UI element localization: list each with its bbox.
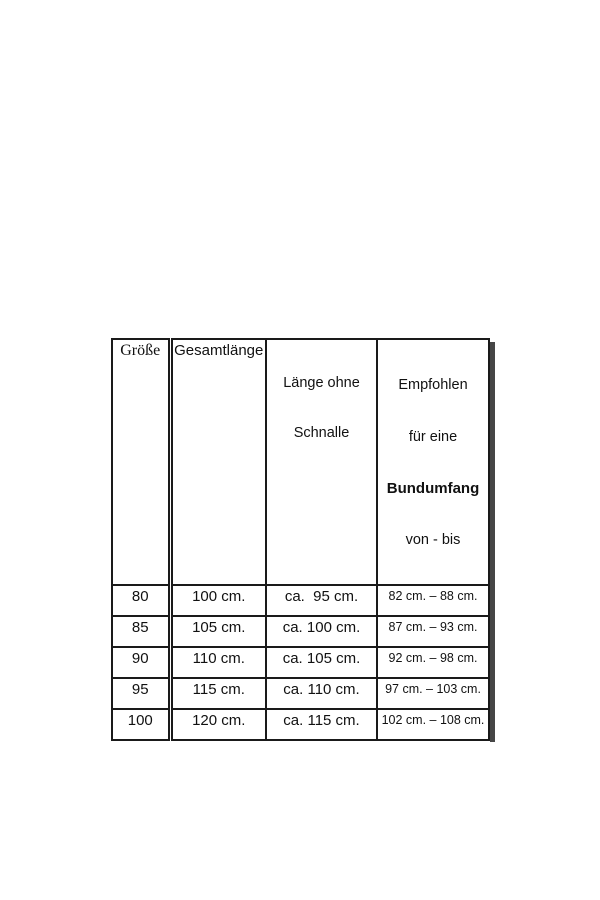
table-row-size-95 <box>112 678 489 709</box>
size-table <box>111 338 490 741</box>
header-total-length: Gesamtlänge <box>170 339 266 585</box>
header-length-without-buckle-line2: Schnalle <box>293 424 350 441</box>
total-length-cell: 100 cm. <box>170 585 266 616</box>
length-without-buckle-cell: ca. 100 cm. <box>266 616 377 647</box>
length-without-buckle-cell: ca. 95 cm. <box>266 585 377 616</box>
total-length-cell: 120 cm. <box>170 709 266 740</box>
header-length-without-buckle-line1: Länge ohne <box>283 375 360 391</box>
waist-range-cell: 87 cm. – 93 cm. <box>377 616 489 647</box>
header-length-without-buckle <box>266 339 377 585</box>
size-cell: 100 <box>112 709 170 740</box>
header-recommended-waist <box>377 339 489 585</box>
length-without-buckle-cell: ca. 115 cm. <box>266 709 377 740</box>
header-recommended-line1: Empfohlen <box>398 377 468 393</box>
waist-range-cell: 97 cm. – 103 cm. <box>377 678 489 709</box>
table-drop-shadow <box>490 342 495 742</box>
waist-range-cell: 82 cm. – 88 cm. <box>377 585 489 616</box>
header-recommended-line2: für eine <box>408 428 458 445</box>
length-without-buckle-cell: ca. 105 cm. <box>266 647 377 678</box>
header-row <box>112 339 489 585</box>
size-cell: 95 <box>112 678 170 709</box>
header-recommended-line3: Bundumfang <box>386 480 480 497</box>
total-length-cell: 110 cm. <box>170 647 266 678</box>
table-row-size-100 <box>112 709 489 740</box>
size-table-container <box>111 338 490 741</box>
size-cell: 80 <box>112 585 170 616</box>
waist-range-cell: 102 cm. – 108 cm. <box>377 709 489 740</box>
header-recommended-line4: von - bis <box>405 531 461 548</box>
header-size: Größe <box>112 339 170 585</box>
table-row-size-85 <box>112 616 489 647</box>
total-length-cell: 115 cm. <box>170 678 266 709</box>
table-row-size-80 <box>112 585 489 616</box>
length-without-buckle-cell: ca. 110 cm. <box>266 678 377 709</box>
size-cell: 85 <box>112 616 170 647</box>
size-cell: 90 <box>112 647 170 678</box>
waist-range-cell: 92 cm. – 98 cm. <box>377 647 489 678</box>
table-row-size-90 <box>112 647 489 678</box>
total-length-cell: 105 cm. <box>170 616 266 647</box>
